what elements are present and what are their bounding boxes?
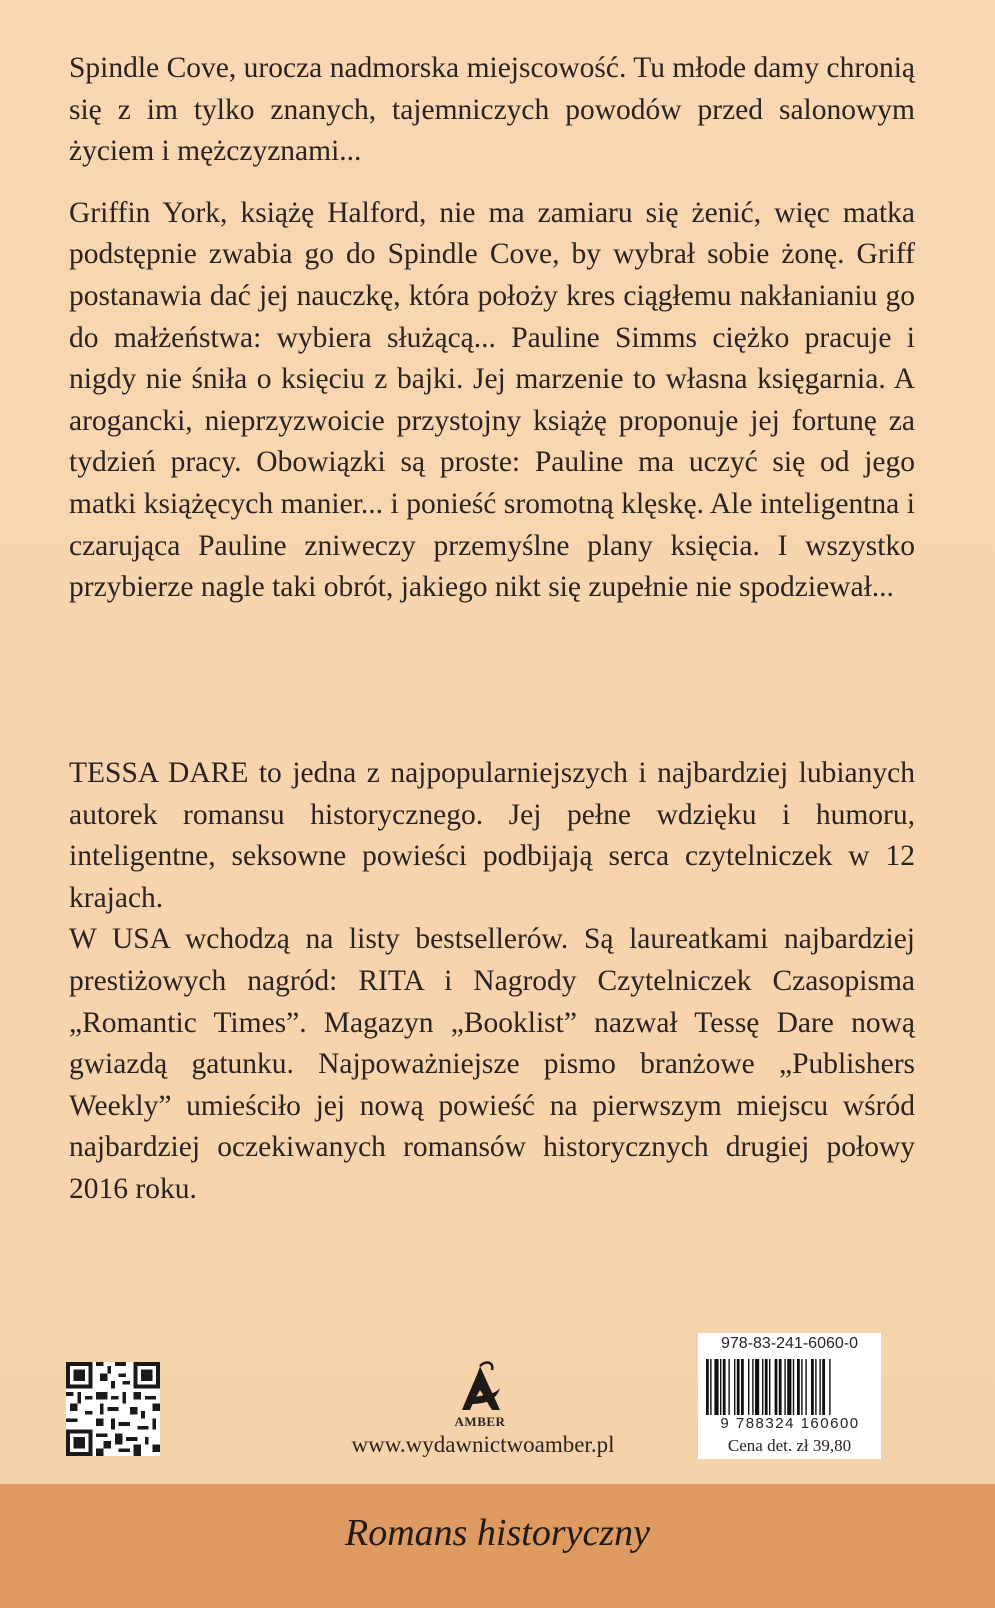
price-label: Cena det. zł 39,80 <box>727 1436 852 1455</box>
publisher-url[interactable]: www.wydawnictwoamber.pl <box>351 1432 615 1457</box>
bio-paragraph-1: TESSA DARE to jedna z najpopularniejszych i najbardziej lubianych autorek romansu historycznego. Jej pełne wdzięku i humoru, inteligentne, seksowne powieści podbijają serca czytelniczek w 12 krajach. <box>69 757 915 914</box>
author-bio <box>69 753 915 1211</box>
isbn-number: 978-83-241-6060-0 <box>721 1335 858 1352</box>
ean-number: 9 788324 160600 <box>704 1415 876 1432</box>
blurb-paragraph-1: Spindle Cove, urocza nadmorska miejscowość. Tu młode damy chronią się z im tylko znanych, tajemniczych powodów przed salonowym życiem i mężczyznami... <box>69 52 915 168</box>
barcode-box <box>698 1333 881 1459</box>
genre-footer <box>0 1484 995 1608</box>
blurb-paragraph-2: Griffin York, książę Halford, nie ma zamiaru się żenić, więc matka podstępnie zwabia go do Spindle Cove, by wybrał sobie żonę. Griff postanawia dać jej nauczkę, która położy kres ciągłemu nakłanianiu go do małżeństwa: wybiera służącą... Pauline Simms ciężko pracuje i nigdy nie śniła o księciu z bajki. Jej marzenie to własna księgarnia. A arogancki, nieprzyzwoicie przystojny książę proponuje jej fortunę za tydzień pracy. Obowiązki są proste: Pauline ma uczyć się od jego matki książęcych manier... i ponieść sromotną klęskę. Ale inteligentna i czarująca Pauline zniweczy przemyślne plany księcia. I wszystko przybierze nagle taki obrót, jakiego nikt się zupełnie nie spodziewał... <box>69 196 915 604</box>
bio-paragraph-2: W USA wchodzą na listy bestsellerów. Są laureatkami najbardziej prestiżowych nagród: RITA i Nagrody Czytelniczek Czasopisma „Romantic Times”. Magazyn „Booklist” nazwał Tessę Dare nową gwiazdą gatunku. Najpoważniejsze pismo branżowe „Publishers Weekly” umieściło jej nową powieść na pierwszym miejscu wśród najbardziej oczekiwanych romansów historycznych drugiej połowy 2016 roku. <box>69 923 915 1205</box>
publisher-logo-text: AMBER <box>454 1414 506 1429</box>
genre-label: Romans historyczny <box>344 1512 651 1554</box>
blurb <box>69 48 915 609</box>
qr-code-icon[interactable] <box>66 1362 160 1456</box>
barcode-icon <box>704 1359 876 1421</box>
